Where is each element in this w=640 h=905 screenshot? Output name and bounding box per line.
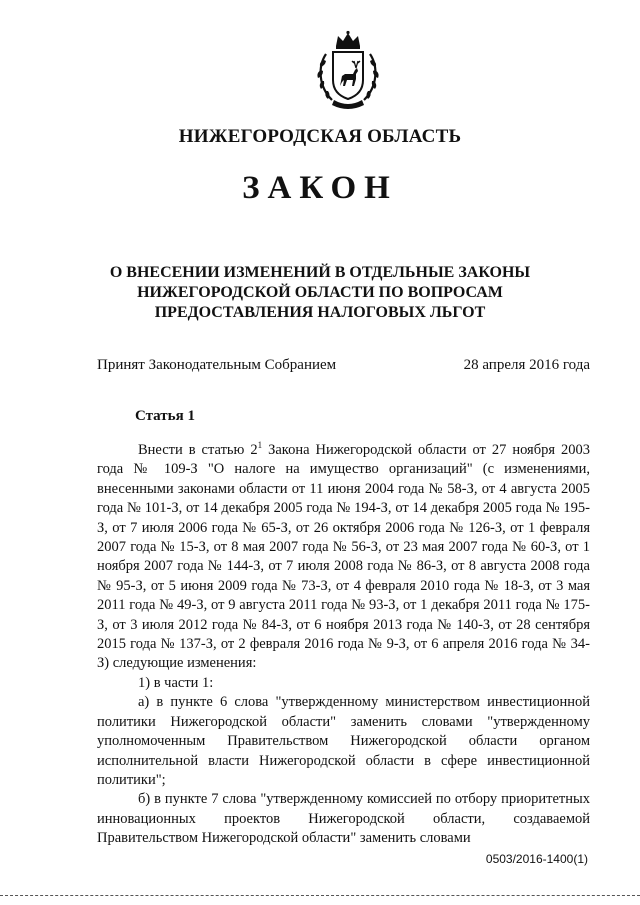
law-title — [60, 263, 580, 323]
article-item-1a: а) в пункте 6 слова "утвержденному министерством инвестиционной политики Нижегородской области" заменить словами "утвержденному уполномоченным Правительством Нижегородской области органом исполнительной власти Нижегородской области в сфере инвестиционной политики"; — [97, 694, 590, 788]
adopted-by: Принят Законодательным Собранием — [97, 357, 337, 373]
law-title-line: О ВНЕСЕНИИ ИЗМЕНЕНИЙ В ОТДЕЛЬНЫЕ ЗАКОНЫ — [109, 264, 531, 281]
region-name: НИЖЕГОРОДСКАЯ ОБЛАСТЬ — [178, 126, 462, 147]
adoption-date: 28 апреля 2016 года — [463, 357, 590, 373]
article-item-1b: б) в пункте 7 слова "утвержденному комиссией по отбору приоритетных инновационных проектов Нижегородской области, создаваемой Правительством Нижегородской области" заменить словами — [97, 791, 590, 847]
article-intro-paragraph: Внести в статью $2^1$ Закона Нижегородской области от 27 ноября 2003 года № 109-З "О налоге на имущество организаций" (с изменениями, внесенными законами области от 11 июня 2004 года № 58-З, от 4 августа 2005 года № 101-З, от 14 декабря 2005 года № 194-З, от 14 декабря 2005 года № 195-З, от 7 июля 2006 года № 65-З, от 26 октября 2006 года № 126-З, от 1 февраля 2007 года № 15-З, от 8 мая 2007 года № 56-З, от 23 мая 2007 года № 60-З, от 1 ноября 2007 года № 144-З, от 7 июля 2008 года № 86-З, от 8 августа 2008 года № 95-З, от 5 июня 2009 года № 73-З, от 4 февраля 2010 года № 18-З, от 3 мая 2011 года № 49-З, от 9 августа 2011 года № 93-З, от 1 декабря 2011 года № 175-З, от 3 июля 2012 года № 84-З, от 6 ноября 2013 года № 140-З, от 28 сентября 2015 года № 137-З, от 2 февраля 2016 года № 9-З, от 6 апреля 2016 года № 34-З) следующие изменения: — [97, 440, 590, 672]
article-heading: Статья 1 — [135, 408, 195, 424]
law-title-line: НИЖЕГОРОДСКОЙ ОБЛАСТИ ПО ВОПРОСАМ — [137, 284, 503, 301]
coat-of-arms-icon — [312, 30, 384, 112]
scan-edge-divider — [0, 895, 640, 896]
article-body — [97, 441, 590, 849]
law-title-line: ПРЕДОСТАВЛЕНИЯ НАЛОГОВЫХ ЛЬГОТ — [154, 304, 486, 321]
document-type: ЗАКОН — [242, 170, 398, 206]
document-code: 0503/2016-1400(1) — [485, 852, 588, 866]
article-item-1: 1) в части 1: — [138, 674, 214, 691]
